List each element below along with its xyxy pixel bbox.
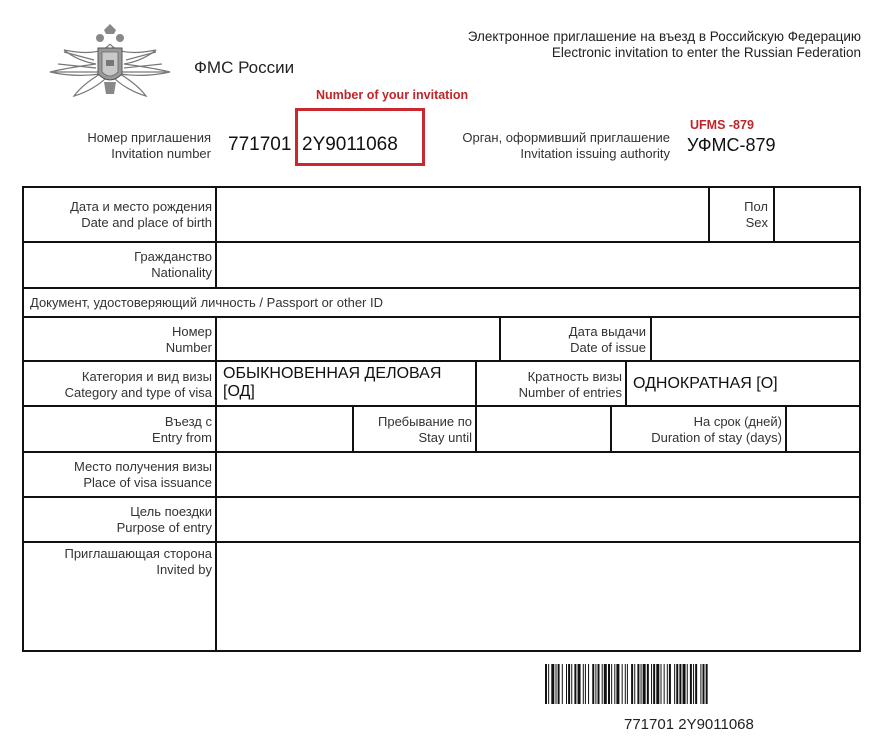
col-divider	[475, 360, 477, 405]
barcode-stripe	[637, 664, 639, 704]
invitation-form	[22, 186, 861, 652]
barcode-stripe	[641, 664, 642, 704]
barcode-stripe	[653, 664, 655, 704]
barcode-stripe	[588, 664, 589, 704]
barcode-stripe	[664, 664, 665, 704]
passport-number-label: Номер Number	[165, 324, 212, 355]
barcode-stripe	[574, 664, 576, 704]
row-divider	[24, 316, 859, 318]
col-divider	[215, 316, 217, 650]
barcode-stripe	[669, 664, 671, 704]
barcode-stripe	[616, 664, 619, 704]
authority-label: Орган, оформивший приглашение Invitation issuing authority	[462, 130, 670, 161]
barcode-stripe	[585, 664, 586, 704]
col-divider	[215, 188, 217, 287]
entries-value: ОДНОКРАТНАЯ [О]	[633, 375, 778, 392]
barcode-stripe	[647, 664, 649, 704]
agency-name: ФМС России	[194, 58, 295, 77]
barcode-stripe	[604, 664, 607, 704]
barcode-number: 771701 2Y9011068	[624, 716, 754, 733]
barcode-stripe	[693, 664, 694, 704]
row-divider	[24, 241, 859, 243]
barcode-stripe	[556, 664, 557, 704]
entry-from-label: Въезд с Entry from	[152, 414, 212, 445]
fms-eagle-emblem-icon	[44, 24, 176, 104]
visa-category-label: Категория и вид визы Category and type of visa	[64, 369, 212, 400]
barcode-stripe	[595, 664, 596, 704]
invitation-number: 2Y9011068	[302, 134, 398, 155]
place-of-issuance-label: Место получения визы Place of visa issuance	[74, 459, 212, 490]
barcode-stripe	[602, 664, 603, 704]
col-divider	[499, 316, 501, 360]
barcode-stripe	[674, 664, 675, 704]
barcode-stripe	[651, 664, 652, 704]
annotation-authority: UFMS -879	[690, 118, 754, 132]
barcode-stripe	[583, 664, 584, 704]
barcode-stripe	[656, 664, 659, 704]
barcode-stripe	[661, 664, 662, 704]
barcode-stripe	[627, 664, 628, 704]
dob-label: Дата и место рождения Date and place of birth	[70, 199, 212, 230]
annotation-invitation-number: Number of your invitation	[316, 88, 469, 102]
col-divider	[475, 405, 477, 451]
row-divider	[24, 541, 859, 543]
barcode-stripe	[578, 664, 581, 704]
barcode-stripe	[622, 664, 623, 704]
barcode-stripe	[706, 664, 708, 704]
barcode-stripe	[614, 664, 615, 704]
barcode-stripe	[566, 664, 567, 704]
col-divider	[785, 405, 787, 451]
col-divider	[625, 360, 627, 405]
col-divider	[610, 405, 612, 451]
barcode-stripe	[631, 664, 633, 704]
barcode-stripe	[667, 664, 668, 704]
barcode-stripe	[558, 664, 560, 704]
nationality-label: Гражданство Nationality	[134, 249, 212, 280]
issue-date-label: Дата выдачи Date of issue	[568, 324, 646, 355]
barcode-stripe	[700, 664, 701, 704]
title-ru: Электронное приглашение на въезд в Российскую Федерацию	[467, 29, 861, 44]
barcode-stripe	[611, 664, 612, 704]
stay-until-label: Пребывание по Stay until	[378, 414, 472, 445]
barcode-stripe	[562, 664, 563, 704]
visa-category-value: ОБЫКНОВЕННАЯ ДЕЛОВАЯ [ОД]	[223, 365, 442, 400]
row-divider	[24, 287, 859, 289]
purpose-label: Цель поездки Purpose of entry	[116, 504, 212, 535]
document-label: Документ, удостоверяющий личность / Passport or other ID	[30, 295, 383, 310]
invitation-number-label: Номер приглашения Invitation number	[87, 130, 211, 161]
barcode-stripe	[571, 664, 572, 704]
barcode-stripe	[592, 664, 594, 704]
sex-label: Пол Sex	[744, 199, 768, 230]
row-divider	[24, 360, 859, 362]
col-divider	[708, 188, 710, 241]
barcode-stripe	[608, 664, 610, 704]
barcode-stripe	[695, 664, 697, 704]
duration-label: На срок (дней) Duration of stay (days)	[651, 414, 782, 445]
row-divider	[24, 496, 859, 498]
barcode-stripe	[634, 664, 635, 704]
barcode-stripe	[690, 664, 692, 704]
authority-value: УФМС-879	[687, 135, 776, 155]
col-divider	[352, 405, 354, 451]
title-en: Electronic invitation to enter the Russian Federation	[551, 45, 861, 60]
barcode-stripe	[625, 664, 626, 704]
barcode-stripe	[598, 664, 600, 704]
barcode-stripe	[687, 664, 688, 704]
barcode-stripe	[703, 664, 705, 704]
barcode-stripe	[679, 664, 681, 704]
barcode-icon	[545, 664, 859, 704]
barcode-stripe	[548, 664, 549, 704]
col-divider	[650, 316, 652, 360]
barcode-stripe	[568, 664, 570, 704]
barcode-stripe	[643, 664, 646, 704]
col-divider	[773, 188, 775, 241]
row-divider	[24, 405, 859, 407]
invited-by-label: Приглашающая сторона Invited by	[64, 546, 212, 577]
barcode-stripe	[545, 664, 547, 704]
barcode-stripe	[683, 664, 686, 704]
barcode-stripe	[551, 664, 554, 704]
entries-label: Кратность визы Number of entries	[518, 369, 622, 400]
barcode-stripe	[676, 664, 678, 704]
invitation-prefix: 771701	[228, 134, 292, 155]
row-divider	[24, 451, 859, 453]
